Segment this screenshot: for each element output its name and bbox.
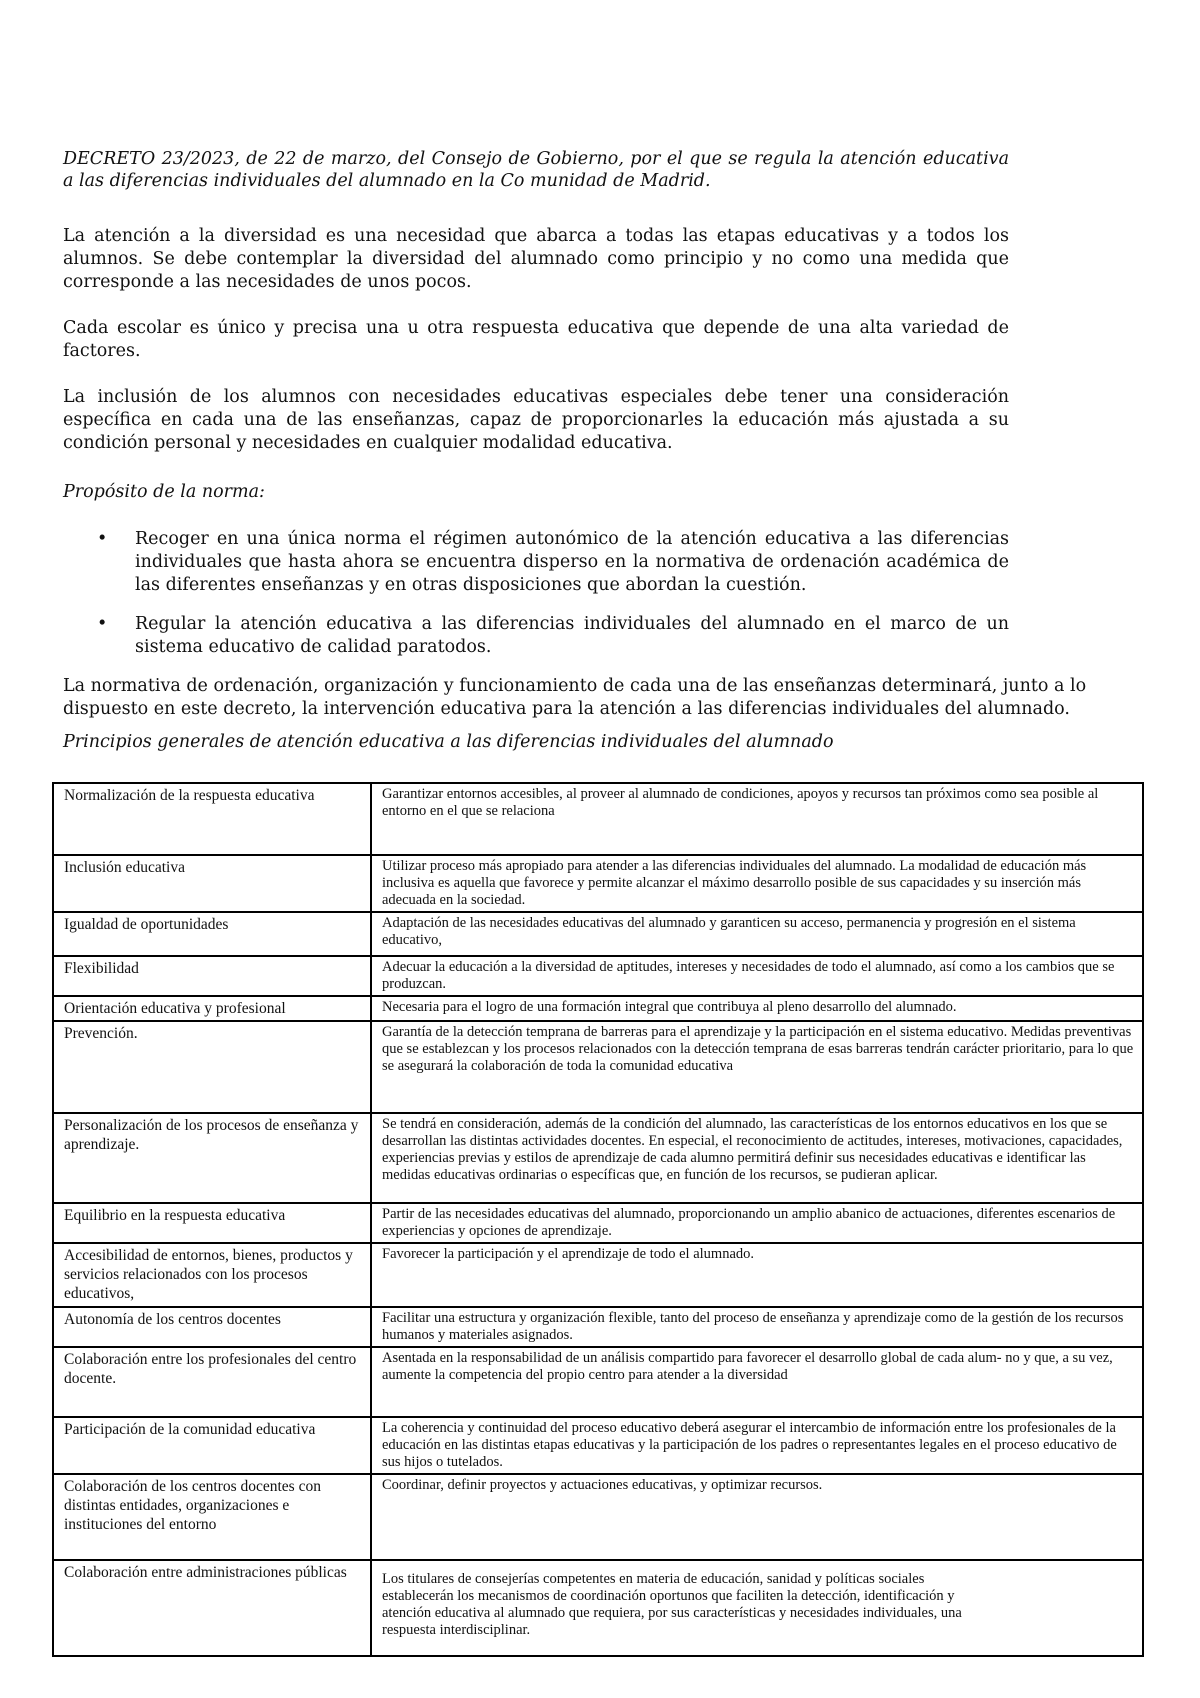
list-item [97,528,1009,597]
table-row [53,1021,1143,1113]
bullet-icon: • [97,529,108,549]
table-row [53,783,1143,855]
principle-description: La coherencia y continuidad del proceso educativo deberá asegurar el intercambio de información entre los profesionales de la educación en las distintas etapas educativas y la participación de los padres o representantes legales en el proceso educativo de sus hijos o tutelados. [371,1417,1143,1474]
principle-description: Coordinar, definir proyectos y actuaciones educativas, y optimizar recursos. [371,1474,1143,1560]
table-row [53,1474,1143,1560]
principle-description: Facilitar una estructura y organización flexible, tanto del proceso de enseñanza y aprendizaje como de la gestión de los recursos humanos y materiales asignados. [371,1307,1143,1347]
principle-description: Asentada en la responsabilidad de un análisis compartido para favorecer el desarrollo global de cada alum- no y que, a su vez, aumente la competencia del propio centro para atender a la diversidad [371,1347,1143,1417]
table-row [53,996,1143,1021]
principle-name: Equilibrio en la respuesta educativa [53,1203,371,1243]
principle-description: Adecuar la educación a la diversidad de aptitudes, intereses y necesidades de todo el alumnado, así como a los cambios que se produzcan. [371,956,1143,996]
principle-name: Autonomía de los centros docentes [53,1307,371,1347]
list-item-text: Regular la atención educativa a las diferencias individuales del alumnado en el marco de un sistema educativo de calidad paratodos. [135,614,1009,657]
paragraph-unique-student: Cada escolar es único y precisa una u otra respuesta educativa que depende de una alta variedad de factores. [63,318,1009,361]
paragraph-inclusion: La inclusión de los alumnos con necesidades educativas especiales debe tener una consideración específica en cada una de las enseñanzas, capaz de proporcionarles la educación más ajustada a su condición personal y necesidades en cualquier modalidad educativa. [63,387,1009,453]
principle-name: Igualdad de oportunidades [53,912,371,956]
principle-description: Los titulares de consejerías competentes en materia de educación, sanidad y políticas sociales establecerán los mecanismos de coordinación oportunos que faciliten la detección, identificación y atención educativa al alumnado que requiera, por sus características y necesidades individuales, una respuesta interdisciplinar. [371,1560,1143,1656]
table-row [53,1203,1143,1243]
table-row [53,1243,1143,1307]
table-row [53,1417,1143,1474]
purpose-list [63,528,1009,659]
principle-description: Adaptación de las necesidades educativas del alumnado y garanticen su acceso, permanencia y progresión en el sistema educativo, [371,912,1143,956]
principle-name: Colaboración de los centros docentes con distintas entidades, organizaciones e instituciones del entorno [53,1474,371,1560]
principle-name: Inclusión educativa [53,855,371,912]
principle-name: Orientación educativa y profesional [53,996,371,1021]
list-item-text: Recoger en una única norma el régimen autonómico de la atención educativa a las diferencias individuales que hasta ahora se encuentra disperso en la normativa de ordenación académica de las diferentes enseñanzas y en otras disposiciones que abordan la cuestión. [135,529,1009,595]
principle-name: Personalización de los procesos de enseñanza y aprendizaje. [53,1113,371,1203]
table-row [53,1347,1143,1417]
principle-description: Favorecer la participación y el aprendizaje de todo el alumnado. [371,1243,1143,1307]
paragraph-normative: La normativa de ordenación, organización y funcionamiento de cada una de las enseñanzas determinará, junto a lo dispuesto en este decreto, la intervención educativa para la atención a las diferencias individuales del alumnado. [63,676,1087,719]
list-item [97,613,1009,659]
principle-name: Participación de la comunidad educativa [53,1417,371,1474]
decree-title: DECRETO 23/2023, de 22 de marzo, del Consejo de Gobierno, por el que se regula la atención educativa a las diferencias individuales del alumnado en la Co munidad de Madrid. [63,149,1009,191]
principle-name: Accesibilidad de entornos, bienes, productos y servicios relacionados con los procesos educativos, [53,1243,371,1307]
principle-name: Prevención. [53,1021,371,1113]
principle-description: Necesaria para el logro de una formación integral que contribuya al pleno desarrollo del alumnado. [371,996,1143,1021]
principles-heading: Principios generales de atención educativa a las diferencias individuales del alumnado [63,732,834,752]
bullet-icon: • [97,614,108,634]
table-row [53,1113,1143,1203]
table-row [53,912,1143,956]
table-row [53,855,1143,912]
paragraph-diversity: La atención a la diversidad es una necesidad que abarca a todas las etapas educativas y a todos los alumnos. Se debe contemplar la diversidad del alumnado como principio y no como una medida que corresponde a las necesidades de unos pocos. [63,226,1009,292]
principle-name: Colaboración entre los profesionales del centro docente. [53,1347,371,1417]
principle-description: Garantizar entornos accesibles, al proveer al alumnado de condiciones, apoyos y recursos tan próximos como sea posible al entorno en el que se relaciona [371,783,1143,855]
principle-description: Partir de las necesidades educativas del alumnado, proporcionando un amplio abanico de actuaciones, diferentes escenarios de experiencias y opciones de aprendizaje. [371,1203,1143,1243]
principle-name: Colaboración entre administraciones públicas [53,1560,371,1656]
table-row [53,1307,1143,1347]
purpose-heading: Propósito de la norma: [63,482,265,502]
principle-description: Garantía de la detección temprana de barreras para el aprendizaje y la participación en el sistema educativo. Medidas preventivas que se establezcan y los procesos relacionados con la detección temprana de esas barreras tendrán carácter prioritario, para lo que se asegurará la colaboración de toda la comunidad educativa [371,1021,1143,1113]
principle-name: Normalización de la respuesta educativa [53,783,371,855]
principle-description: Utilizar proceso más apropiado para atender a las diferencias individuales del alumnado. La modalidad de educación más inclusiva es aquella que favorece y permite alcanzar el máximo desarrollo posible de sus capacidades y su inserción más adecuada en la sociedad. [371,855,1143,912]
table-row [53,1560,1143,1656]
principles-table [52,782,1144,1657]
principle-description: Se tendrá en consideración, además de la condición del alumnado, las características de los entornos educativos en los que se desarrollan las distintas actividades docentes. En especial, el reconocimiento de actitudes, intereses, motivaciones, capacidades, experiencias previas y estilos de aprendizaje de cada alumno permitirá definir sus necesidades educativas e identificar las medidas educativas ordinarias o específicas que, en función de los recursos, se pudieran aplicar. [371,1113,1143,1203]
table-row [53,956,1143,996]
principle-name: Flexibilidad [53,956,371,996]
